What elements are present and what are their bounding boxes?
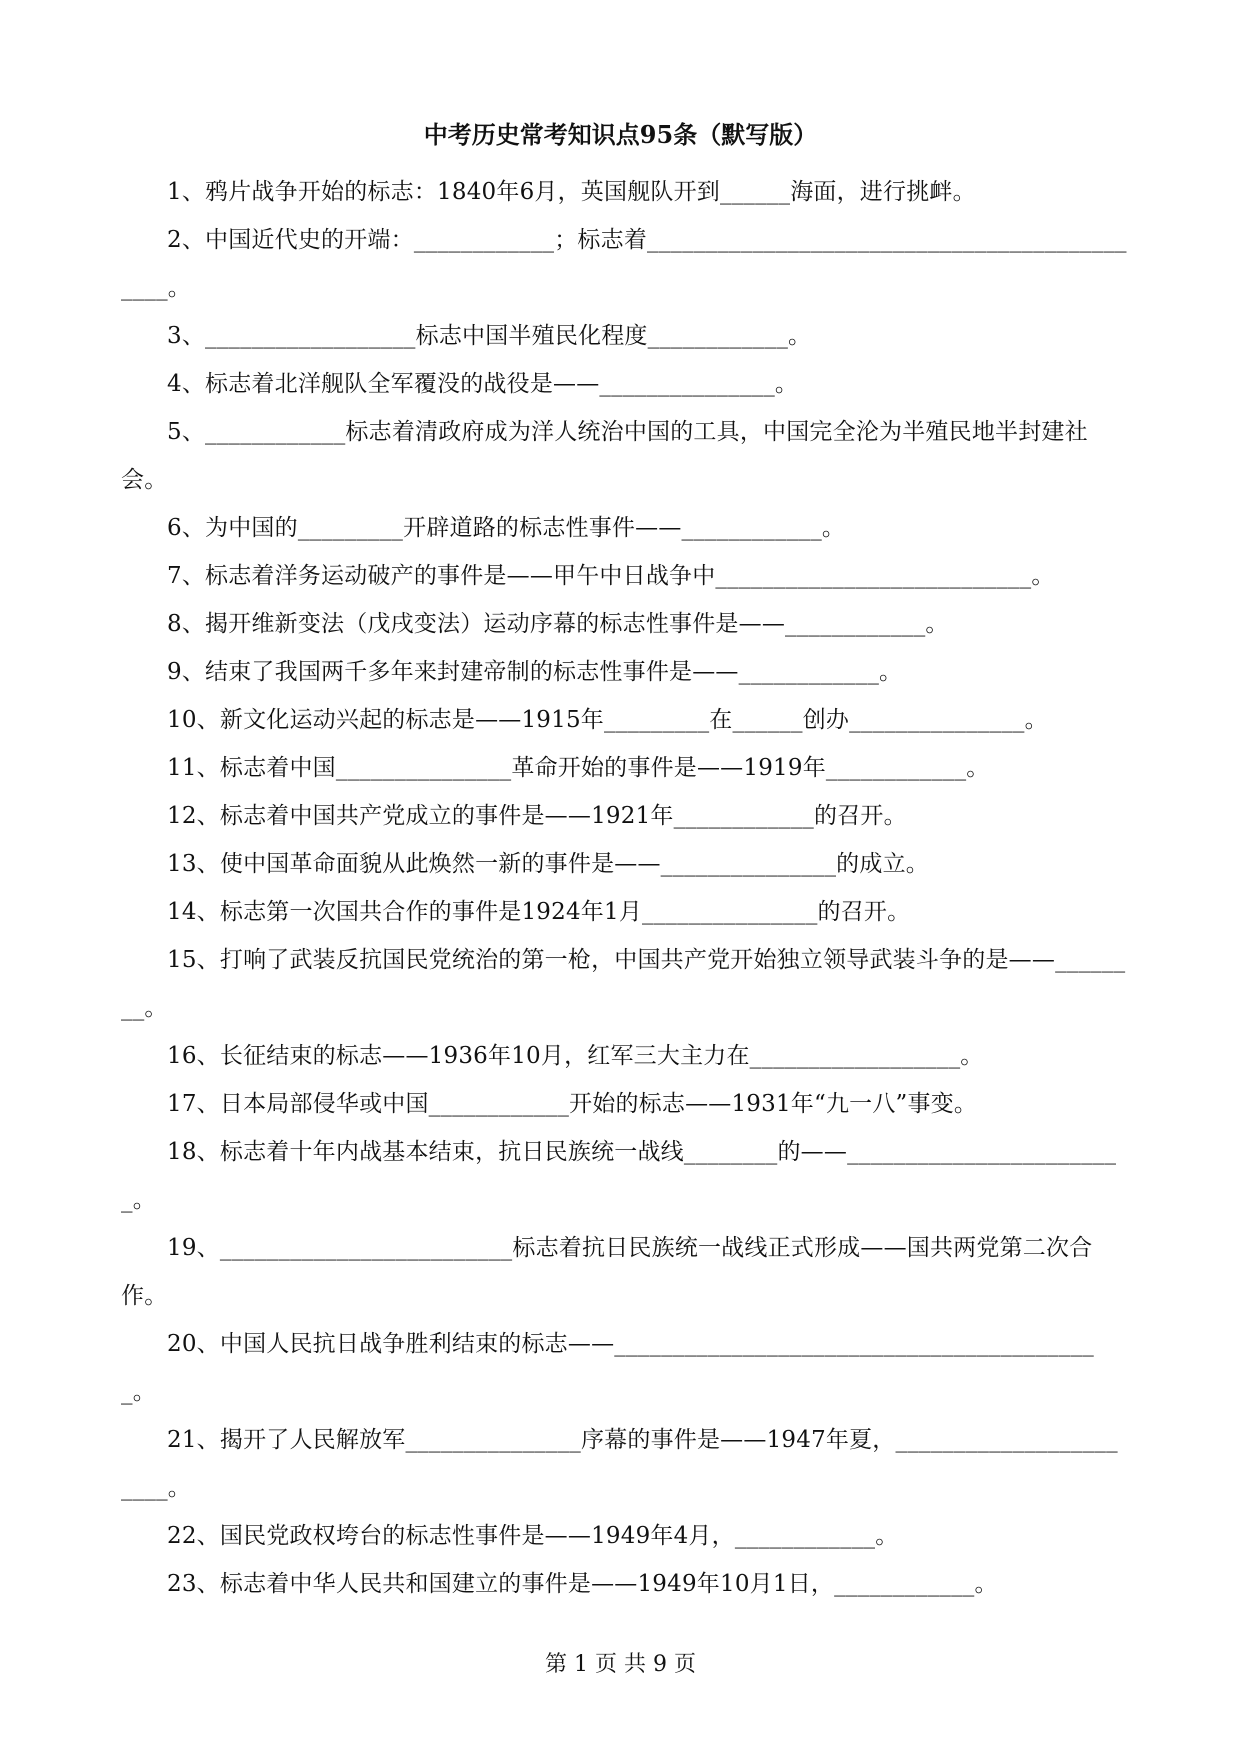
list-item: 14、标志第一次国共合作的事件是1924年1月_______________的召开。 xyxy=(167,899,911,925)
list-item: 12、标志着中国共产党成立的事件是——1921年____________的召开。 xyxy=(167,803,907,829)
list-item: 19、_________________________标志着抗日民族统一战线正式形成——国共两党第二次合作。 xyxy=(121,1235,1093,1309)
list-item: 3、__________________标志中国半殖民化程度____________。 xyxy=(167,323,812,349)
list-item: 18、标志着十年内战基本结束，抗日民族统一战线________的——________________________。 xyxy=(121,1139,1117,1213)
list-item: 1、鸦片战争开始的标志：1840年6月，英国舰队开到______海面，进行挑衅。 xyxy=(167,179,976,205)
list-item: 2、中国近代史的开端：____________；标志着_____________________________________________。 xyxy=(121,227,1127,301)
list-item: 5、____________标志着清政府成为洋人统治中国的工具，中国完全沦为半殖民地半封建社会。 xyxy=(121,419,1088,493)
list-item: 20、中国人民抗日战争胜利结束的标志——__________________________________________。 xyxy=(121,1331,1094,1405)
page-footer: 第 1 页 共 9 页 xyxy=(545,1652,696,1677)
list-item: 17、日本局部侵华或中国____________开始的标志——1931年“九一八”事变。 xyxy=(167,1091,978,1117)
document-title: 中考历史常考知识点95条（默写版） xyxy=(423,120,818,149)
item-list xyxy=(121,168,1127,1608)
list-item: 7、标志着洋务运动破产的事件是——甲午中日战争中___________________________。 xyxy=(167,563,1055,589)
list-item: 11、标志着中国_______________革命开始的事件是——1919年____________。 xyxy=(167,755,990,781)
list-item: 16、长征结束的标志——1936年10月，红军三大主力在__________________。 xyxy=(167,1043,984,1069)
list-item: 8、揭开维新变法（戊戌变法）运动序幕的标志性事件是——____________。 xyxy=(167,611,949,637)
list-item: 23、标志着中华人民共和国建立的事件是——1949年10月1日，____________。 xyxy=(167,1571,998,1597)
list-item: 10、新文化运动兴起的标志是——1915年_________在______创办_______________。 xyxy=(167,707,1048,733)
list-item: 22、国民党政权垮台的标志性事件是——1949年4月，____________。 xyxy=(167,1523,899,1549)
list-item: 6、为中国的_________开辟道路的标志性事件——____________。 xyxy=(167,515,846,541)
list-item: 13、使中国革命面貌从此焕然一新的事件是——_______________的成立。 xyxy=(167,851,929,877)
list-item: 4、标志着北洋舰队全军覆没的战役是——_______________。 xyxy=(167,371,799,397)
list-item: 9、结束了我国两千多年来封建帝制的标志性事件是——____________。 xyxy=(167,659,903,685)
list-item: 21、揭开了人民解放军_______________序幕的事件是——1947年夏，_______________________。 xyxy=(121,1427,1118,1501)
list-item: 15、打响了武装反抗国民党统治的第一枪，中国共产党开始独立领导武装斗争的是——________。 xyxy=(121,947,1126,1021)
